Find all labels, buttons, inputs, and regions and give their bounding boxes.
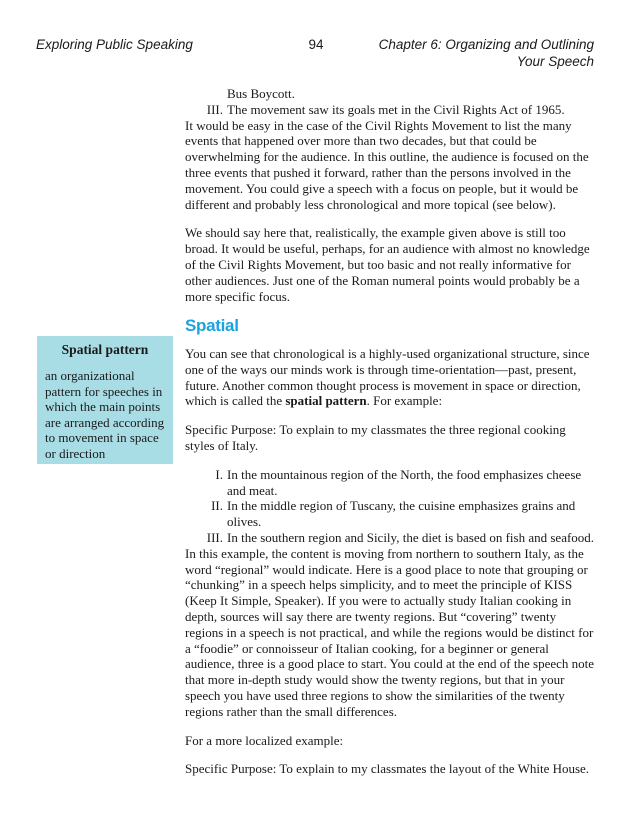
list-item: II. In the middle region of Tuscany, the cuisine emphasizes grains and olives. — [211, 498, 576, 530]
paragraph-too-broad: We should say here that, realistically, the example given above is still too broad. It would be useful, perhaps, for an audience with almost no knowledge of the Civil Rights Movement, but too basic and not really informative for other audiences. Just one of the Roman numeral points would probably be a more specific focus. — [185, 225, 590, 304]
paragraph-localized-example: For a more localized example: — [185, 732, 344, 748]
paragraph-civil-rights: It would be easy in the case of the Civil Rights Movement to list the many events that happened over more than two decades, but that could be overwhelming for the audience. In this outline, the audience is focused on the three events that pushed it forward, rather than the persons involved in the movement. You could give a speech with a focus on people, but it would be different and probably less chronological and more topical (see below). — [185, 117, 589, 212]
civil-rights-outline-tail — [185, 86, 597, 118]
key-term-spatial-pattern: spatial pattern — [285, 393, 367, 409]
page-number: 94 — [308, 37, 324, 52]
chapter-title-text: Chapter 6: Organizing and Outlining Your Speech — [378, 37, 594, 69]
list-item: I. In the mountainous region of the North, the food emphasizes cheese and meat. — [215, 466, 582, 498]
running-header-book-title: Exploring Public Speaking — [36, 37, 193, 52]
italy-outline — [185, 467, 597, 546]
list-item: Bus Boycott. — [227, 86, 295, 101]
running-header-chapter-title — [354, 36, 594, 70]
specific-purpose-italy: Specific Purpose: To explain to my classmates the three regional cooking styles of Italy. — [185, 422, 566, 453]
top-outline — [185, 86, 597, 304]
paragraph-spatial-intro: You can see that chronological is a highly-used organizational structure, since one of the ways our minds work is through time-orientation—past, present, future. Another common thought process is movement in space or direction, which is called the spatial pattern. For example: — [185, 346, 590, 409]
list-item: III. The movement saw its goals met in the Civil Rights Act of 1965. — [206, 101, 565, 117]
sidebar-title: Spatial pattern — [61, 342, 149, 357]
sidebar-definition: an organizational pattern for speeches in which the main points are arranged according to movement in space or direction — [45, 368, 165, 461]
paragraph-italy-explanation: In this example, the content is moving from northern to southern Italy, as the word “regional” would indicate. Here is a good place to note that grouping or “chunking” in a speech helps simplicity, and to meet the principle of KISS (Keep It Simple, Speaker). If you were to actually study Italian cooking in depth, sources will say there are twenty regions. But “covering” twenty regions in a speech is not practical, and while the regions would be distinct for a “foodie” or connoisseur of Italian cooking, for a beginner or general audience, three is a good place to start. You could at the end of the speech note that more in-depth study would show the twenty regions, but that in your speech you have used three regions to show the similarities of the twenty regions rather than the small differences. — [185, 545, 595, 719]
specific-purpose-white-house: Specific Purpose: To explain to my classmates the layout of the White House. — [185, 761, 590, 777]
section-heading-spatial: Spatial — [185, 316, 239, 335]
glossary-sidebar — [37, 336, 173, 464]
spatial-section-body — [185, 346, 597, 777]
list-item: III. In the southern region and Sicily, the diet is based on fish and seafood. — [206, 529, 595, 545]
